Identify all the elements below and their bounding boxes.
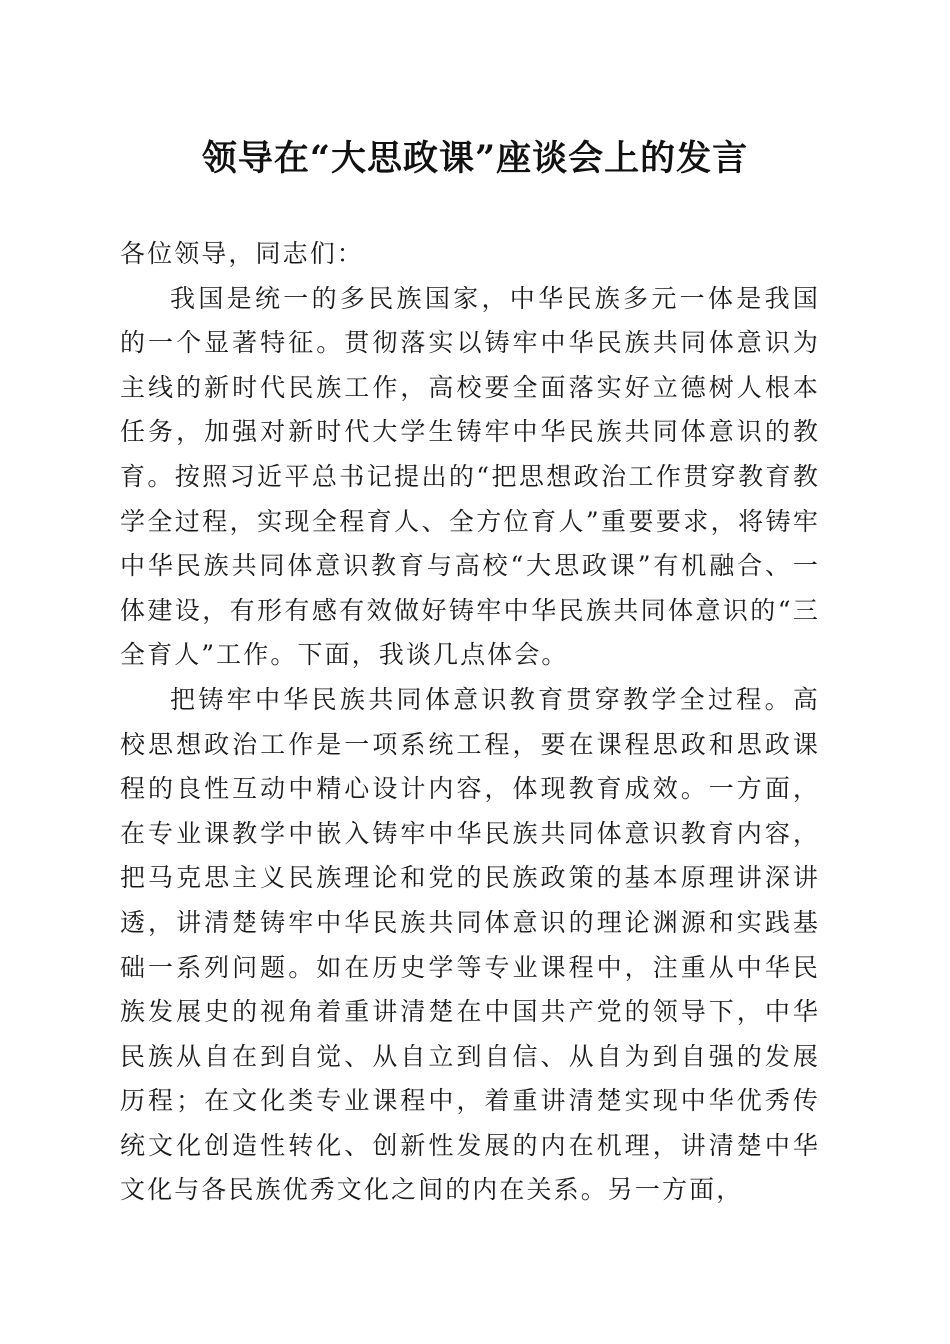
document-title: 领导在“大思政课”座谈会上的发言 bbox=[201, 138, 749, 179]
paragraph-1: 我国是统一的多民族国家，中华民族多元一体是我国的一个显著特征。贯彻落实以铸牢中华民族共同体意识为主线的新时代民族工作，高校要全面落实好立德树人根本任务，加强对新时代大学生铸牢中华民族共同体意识的教育。按照习近平总书记提出的“把思想政治工作贯穿教育教学全过程，实现全程育人、全方位育人”重要要求，将铸牢中华民族共同体意识教育与高校“大思政课”有机融合、一体建设，有形有感有效做好铸牢中华民族共同体意识的“三全育人”工作。下面，我谈几点体会。 bbox=[120, 283, 820, 670]
paragraph-2: 把铸牢中华民族共同体意识教育贯穿教学全过程。高校思想政治工作是一项系统工程，要在课程思政和思政课程的良性互动中精心设计内容，体现教育成效。一方面，在专业课教学中嵌入铸牢中华民族共同体意识教育内容，把马克思主义民族理论和党的民族政策的基本原理讲深讲透，讲清楚铸牢中华民族共同体意识的理论渊源和实践基础一系列问题。如在历史学等专业课程中，注重从中华民族发展史的视角着重讲清楚在中国共产党的领导下，中华民族从自在到自觉、从自立到自信、从自为到自强的发展历程；在文化类专业课程中，着重讲清楚实现中华优秀传统文化创造性转化、创新性发展的内在机理，讲清楚中华文化与各民族优秀文化之间的内在关系。另一方面， bbox=[120, 684, 820, 1205]
salutation: 各位领导，同志们： bbox=[120, 239, 364, 268]
document-body bbox=[120, 232, 820, 1213]
